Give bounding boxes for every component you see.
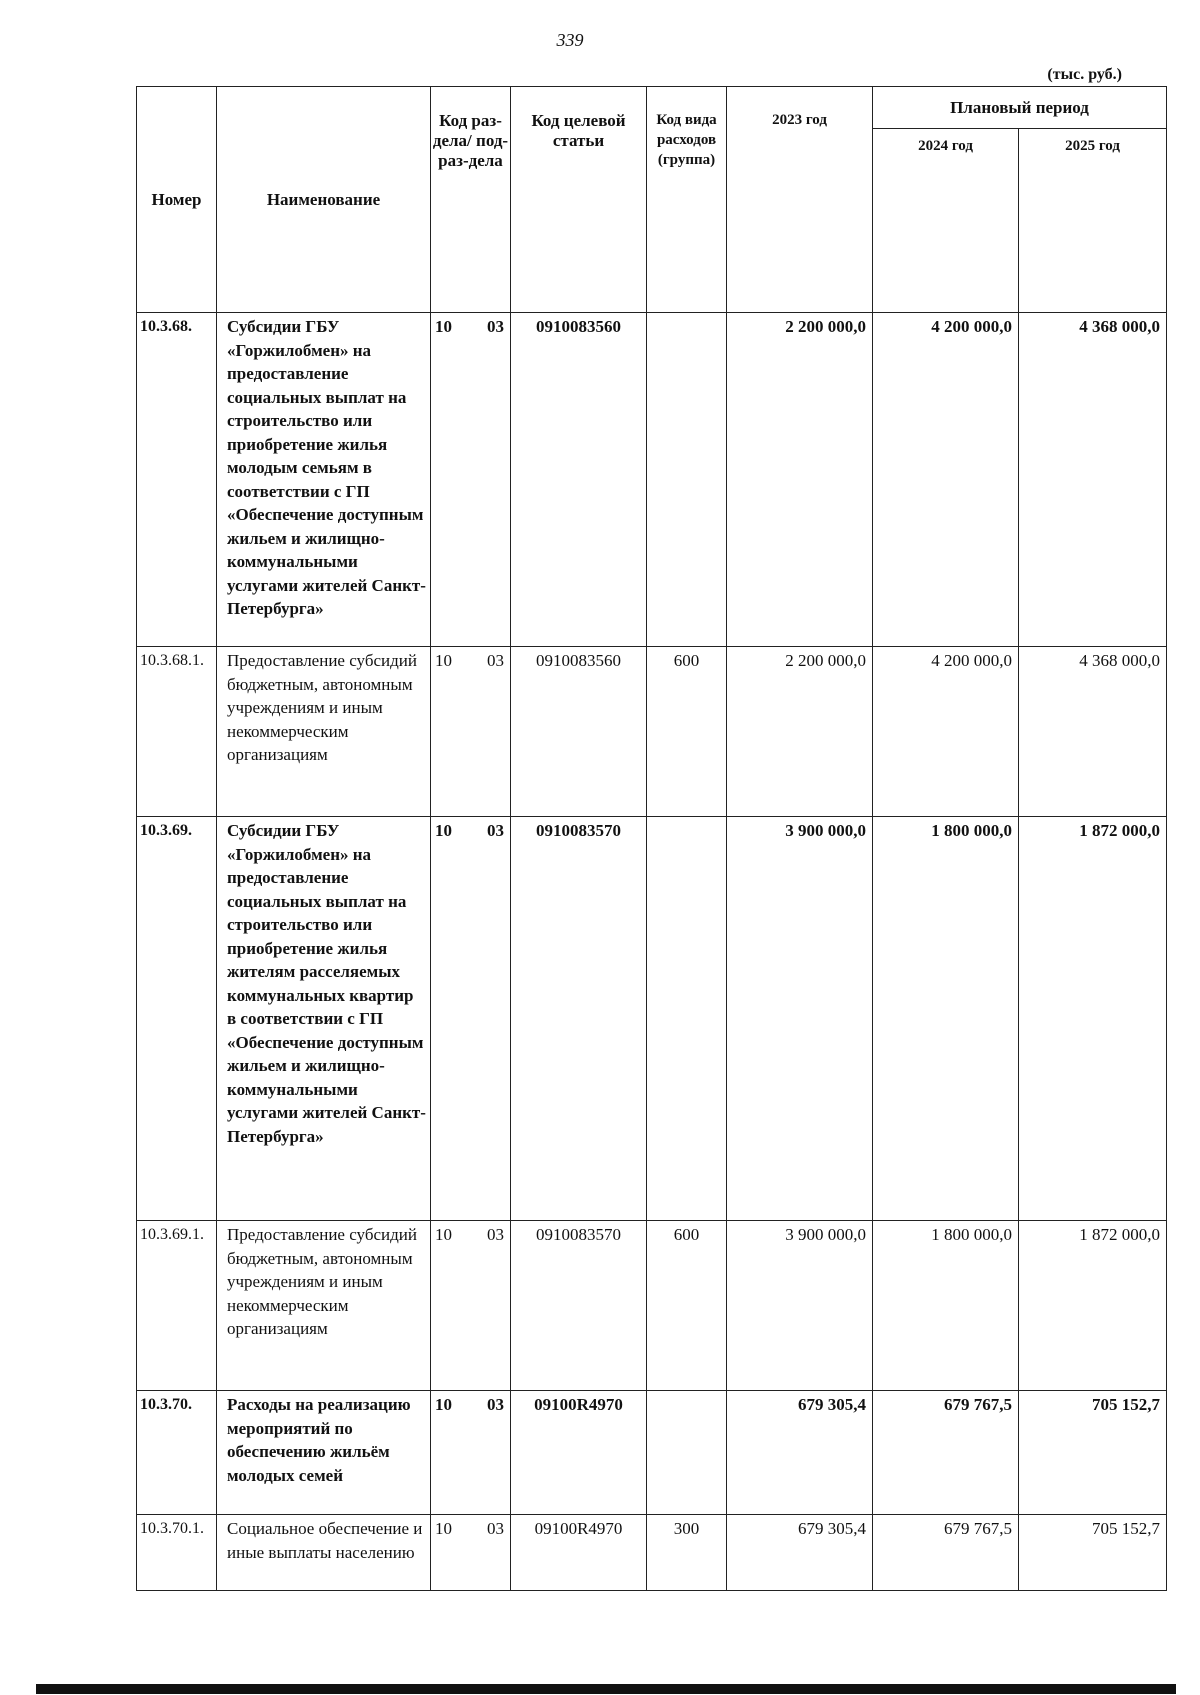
- row-target-code: 09100R4970: [511, 1391, 647, 1515]
- row-name: Социальное обеспечение и иные выплаты населению: [217, 1515, 431, 1591]
- row-2023: 2 200 000,0: [727, 647, 873, 817]
- row-section: 10 03: [431, 313, 511, 647]
- row-target-code: 0910083560: [511, 313, 647, 647]
- row-expense-type: 600: [647, 647, 727, 817]
- header-section: Код раз-дела/ под-раз-дела: [431, 87, 511, 313]
- row-2023: 3 900 000,0: [727, 1221, 873, 1391]
- row-name: Субсидии ГБУ «Горжилобмен» на предоставление социальных выплат на строительство или приобретение жилья молодым семьям в соответствии с ГП «Обеспечение доступным жильем и жилищно-коммунальными услугами жителей Санкт-Петербурга»: [217, 313, 431, 647]
- row-2024: 4 200 000,0: [873, 647, 1019, 817]
- row-2025: 4 368 000,0: [1019, 647, 1167, 817]
- row-name: Предоставление субсидий бюджетным, автономным учреждениям и иным некоммерческим организациям: [217, 647, 431, 817]
- row-expense-type: 300: [647, 1515, 727, 1591]
- row-number: 10.3.69.: [137, 817, 217, 1221]
- row-section: 10 03: [431, 647, 511, 817]
- row-number: 10.3.68.1.: [137, 647, 217, 817]
- header-target: Код целевой статьи: [511, 87, 647, 313]
- row-expense-type: [647, 313, 727, 647]
- header-expense-type: Код вида расходов (группа): [647, 87, 727, 313]
- row-section: 10 03: [431, 1515, 511, 1591]
- row-number: 10.3.70.1.: [137, 1515, 217, 1591]
- row-target-code: 09100R4970: [511, 1515, 647, 1591]
- table-row: [137, 1515, 1167, 1591]
- table-row: [137, 817, 1167, 1221]
- row-expense-type: [647, 817, 727, 1221]
- row-2025: 705 152,7: [1019, 1391, 1167, 1515]
- row-2024: 1 800 000,0: [873, 817, 1019, 1221]
- row-2025: 705 152,7: [1019, 1515, 1167, 1591]
- row-target-code: 0910083570: [511, 1221, 647, 1391]
- row-2024: 1 800 000,0: [873, 1221, 1019, 1391]
- row-2023: 2 200 000,0: [727, 313, 873, 647]
- table-row: [137, 1391, 1167, 1515]
- page-number: 339: [556, 30, 584, 50]
- table-row: [137, 1221, 1167, 1391]
- row-2025: 1 872 000,0: [1019, 1221, 1167, 1391]
- row-2025: 4 368 000,0: [1019, 313, 1167, 647]
- row-section: 10 03: [431, 1221, 511, 1391]
- header-2024: 2024 год: [873, 129, 1019, 313]
- table-row: [137, 647, 1167, 817]
- table-row: [137, 313, 1167, 647]
- header-planned-period: Плановый период: [873, 87, 1167, 129]
- row-name: Расходы на реализацию мероприятий по обеспечению жильём молодых семей: [217, 1391, 431, 1515]
- row-2023: 3 900 000,0: [727, 817, 873, 1221]
- units-label: (тыс. руб.): [1047, 66, 1122, 83]
- row-2024: 679 767,5: [873, 1391, 1019, 1515]
- header-number: Номер: [137, 87, 217, 313]
- row-name: Предоставление субсидий бюджетным, автономным учреждениям и иным некоммерческим организациям: [217, 1221, 431, 1391]
- row-target-code: 0910083560: [511, 647, 647, 817]
- header-name: Наименование: [217, 87, 431, 313]
- row-target-code: 0910083570: [511, 817, 647, 1221]
- header-2025: 2025 год: [1019, 129, 1167, 313]
- row-section: 10 03: [431, 1391, 511, 1515]
- page-bottom-rule: [36, 1684, 1176, 1694]
- row-2023: 679 305,4: [727, 1515, 873, 1591]
- row-number: 10.3.69.1.: [137, 1221, 217, 1391]
- row-expense-type: [647, 1391, 727, 1515]
- budget-table: [136, 86, 1167, 1591]
- row-section: 10 03: [431, 817, 511, 1221]
- row-number: 10.3.68.: [137, 313, 217, 647]
- row-expense-type: 600: [647, 1221, 727, 1391]
- row-2024: 4 200 000,0: [873, 313, 1019, 647]
- row-2025: 1 872 000,0: [1019, 817, 1167, 1221]
- row-2024: 679 767,5: [873, 1515, 1019, 1591]
- row-2023: 679 305,4: [727, 1391, 873, 1515]
- row-number: 10.3.70.: [137, 1391, 217, 1515]
- row-name: Субсидии ГБУ «Горжилобмен» на предоставление социальных выплат на строительство или приобретение жилья жителям расселяемых коммунальных квартир в соответствии с ГП «Обеспечение доступным жильем и жилищно-коммунальными услугами жителей Санкт-Петербурга»: [217, 817, 431, 1221]
- header-2023: 2023 год: [727, 87, 873, 313]
